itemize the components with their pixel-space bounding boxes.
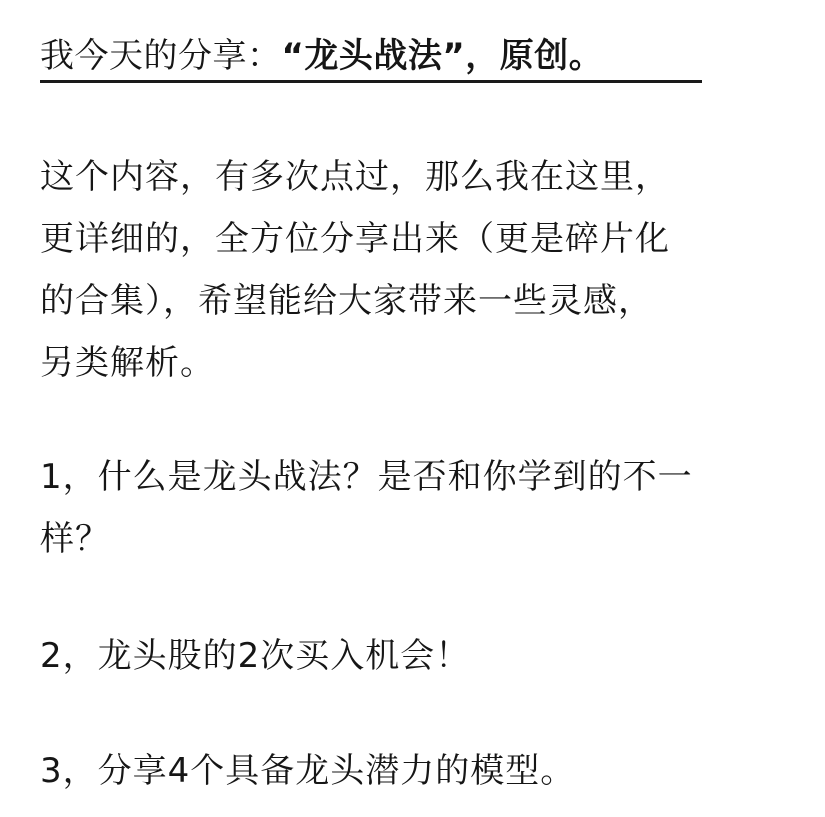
title-highlight: “龙头战法”，原创。 <box>281 36 604 76</box>
document-title <box>40 32 603 80</box>
list-item-3 <box>40 740 810 802</box>
intro-line: 更详细的，全方位分享出来（更是碎片化 <box>40 219 670 259</box>
list-item-line: 1，什么是龙头战法？是否和你学到的不一 <box>40 457 693 497</box>
list-item-line: 3，分享4个具备龙头潜力的模型。 <box>40 751 576 791</box>
list-item-1 <box>40 446 810 570</box>
intro-line: 的合集），希望能给大家带来一些灵感， <box>40 281 653 321</box>
intro-paragraph <box>40 146 810 394</box>
intro-line: 这个内容，有多次点过，那么我在这里， <box>40 157 670 197</box>
list-item-line: 样？ <box>40 519 110 559</box>
list-item-2 <box>40 625 810 687</box>
intro-line: 另类解析。 <box>40 343 215 383</box>
list-item-line: 2，龙头股的2次买入机会！ <box>40 636 471 676</box>
title-prefix: 我今天的分享： <box>40 36 282 76</box>
title-underline <box>40 80 702 83</box>
